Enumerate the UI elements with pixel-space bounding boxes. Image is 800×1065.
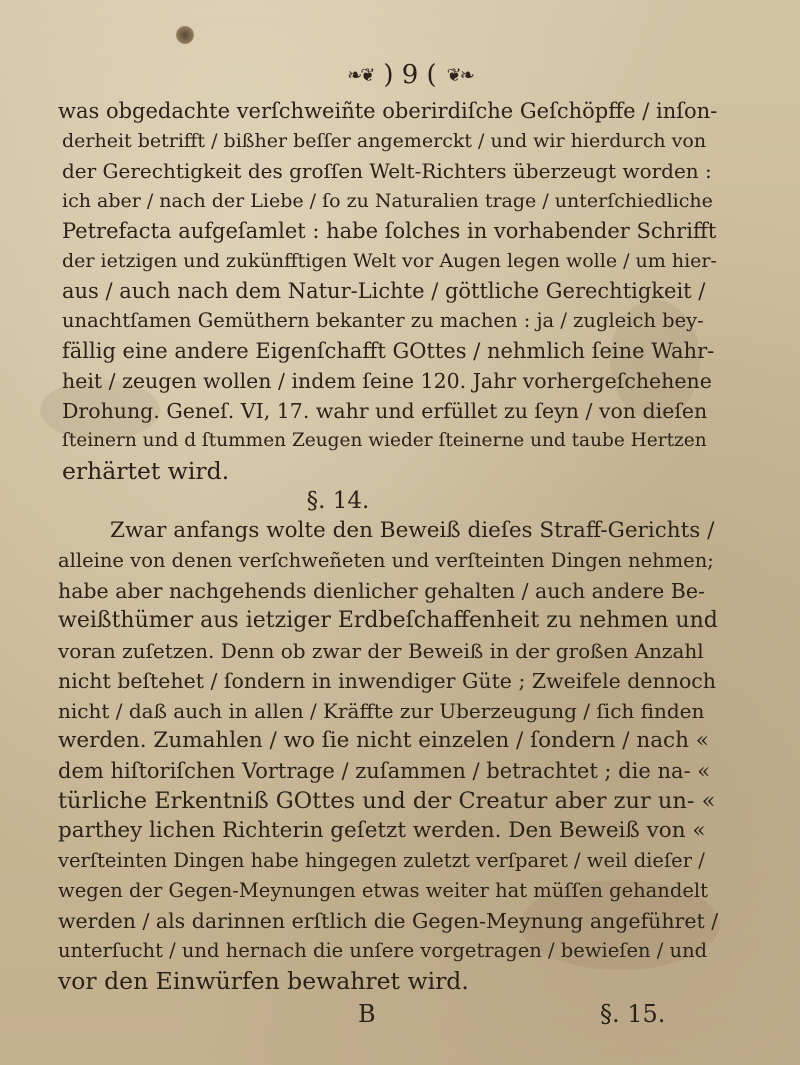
text-line: parthey lichen Richterin geſetzt werden. Den Beweiß von « bbox=[58, 818, 706, 843]
text-line: der Gerechtigkeit des groſſen Welt-Richters überzeugt worden : bbox=[62, 159, 712, 183]
catchword: §. 15. bbox=[600, 1000, 666, 1028]
section-heading: §. 14. bbox=[306, 488, 370, 514]
text-line: voran zuſetzen. Denn ob zwar der Beweiß in der großen Anzahl bbox=[58, 639, 704, 663]
page-number: ) 9 ( bbox=[383, 60, 437, 90]
text-line: weißthümer aus ietziger Erdbeſchaffenheit zu nehmen und bbox=[58, 608, 718, 633]
text-line: was obgedachte verſchweiñte oberirdiſche Geſchöpffe / inſon- bbox=[58, 99, 718, 123]
text-line: nicht / daß auch in allen / Kräffte zur Uberzeugung / ſich finden bbox=[58, 699, 705, 723]
signature-mark: B bbox=[358, 1000, 376, 1028]
text-line: derheit betrifft / bißher beſſer angemerckt / und wir hierdurch von bbox=[62, 130, 707, 152]
text-line: unachtſamen Gemüthern bekanter zu machen : ja / zugleich bey- bbox=[62, 309, 704, 332]
page-hole bbox=[176, 26, 194, 44]
body-text bbox=[58, 96, 718, 996]
text-line: werden. Zumahlen / wo ſie nicht einzelen / ſondern / nach « bbox=[58, 728, 709, 753]
text-line: Zwar anfangs wolte den Beweiß dieſes Straff-Gerichts / bbox=[110, 518, 715, 543]
text-line: ich aber / nach der Liebe / ſo zu Naturalien trage / unterſchiedliche bbox=[62, 190, 713, 212]
text-line: fällig eine andere Eigenſchafft GOttes / nehmlich ſeine Wahr- bbox=[62, 339, 715, 363]
text-line: habe aber nachgehends dienlicher gehalten / auch andere Be- bbox=[58, 579, 705, 603]
ornament-right-icon: ❦❧ bbox=[446, 64, 473, 86]
text-line: werden / als darinnen erſtlich die Gegen-Meynung angeführet / bbox=[58, 909, 719, 933]
text-line: verſteinten Dingen habe hingegen zuletzt verſparet / weil dieſer / bbox=[58, 849, 705, 872]
text-line: nicht beſtehet / ſondern in inwendiger Güte ; Zweifele dennoch bbox=[58, 669, 716, 693]
text-line: vor den Einwürfen bewahret wird. bbox=[58, 967, 469, 995]
text-line: Drohung. Geneſ. VI, 17. wahr und erfüllet zu ſeyn / von dieſen bbox=[62, 399, 708, 423]
text-line: ſteinern und d ſtummen Zeugen wieder ſteinerne und taube Hertzen bbox=[62, 430, 707, 451]
text-line: unterſucht / und hernach die unſere vorgetragen / bewieſen / und bbox=[58, 939, 708, 962]
ornament-left-icon: ❧❦ bbox=[347, 64, 374, 86]
text-line: heit / zeugen wollen / indem ſeine 120. Jahr vorhergeſchehene bbox=[62, 369, 712, 393]
text-line: türliche Erkentniß GOttes und der Creatur aber zur un- « bbox=[58, 788, 716, 814]
page-header bbox=[300, 56, 520, 94]
text-line: alleine von denen verſchweñeten und verſteinten Dingen nehmen; bbox=[58, 549, 714, 572]
text-line: erhärtet wird. bbox=[62, 457, 230, 485]
text-line: dem hiſtoriſchen Vortrage / zuſammen / betrachtet ; die na- « bbox=[58, 759, 711, 783]
page-footer bbox=[0, 1000, 800, 1036]
text-line: aus / auch nach dem Natur-Lichte / göttliche Gerechtigkeit / bbox=[62, 279, 706, 303]
text-line: wegen der Gegen-Meynungen etwas weiter hat müſſen gehandelt bbox=[58, 879, 708, 902]
text-line: Petrefacta aufgeſamlet : habe ſolches in vorhabender Schrifft bbox=[62, 219, 717, 243]
text-line: der ietzigen und zukünfftigen Welt vor Augen legen wolle / um hier- bbox=[62, 250, 717, 272]
